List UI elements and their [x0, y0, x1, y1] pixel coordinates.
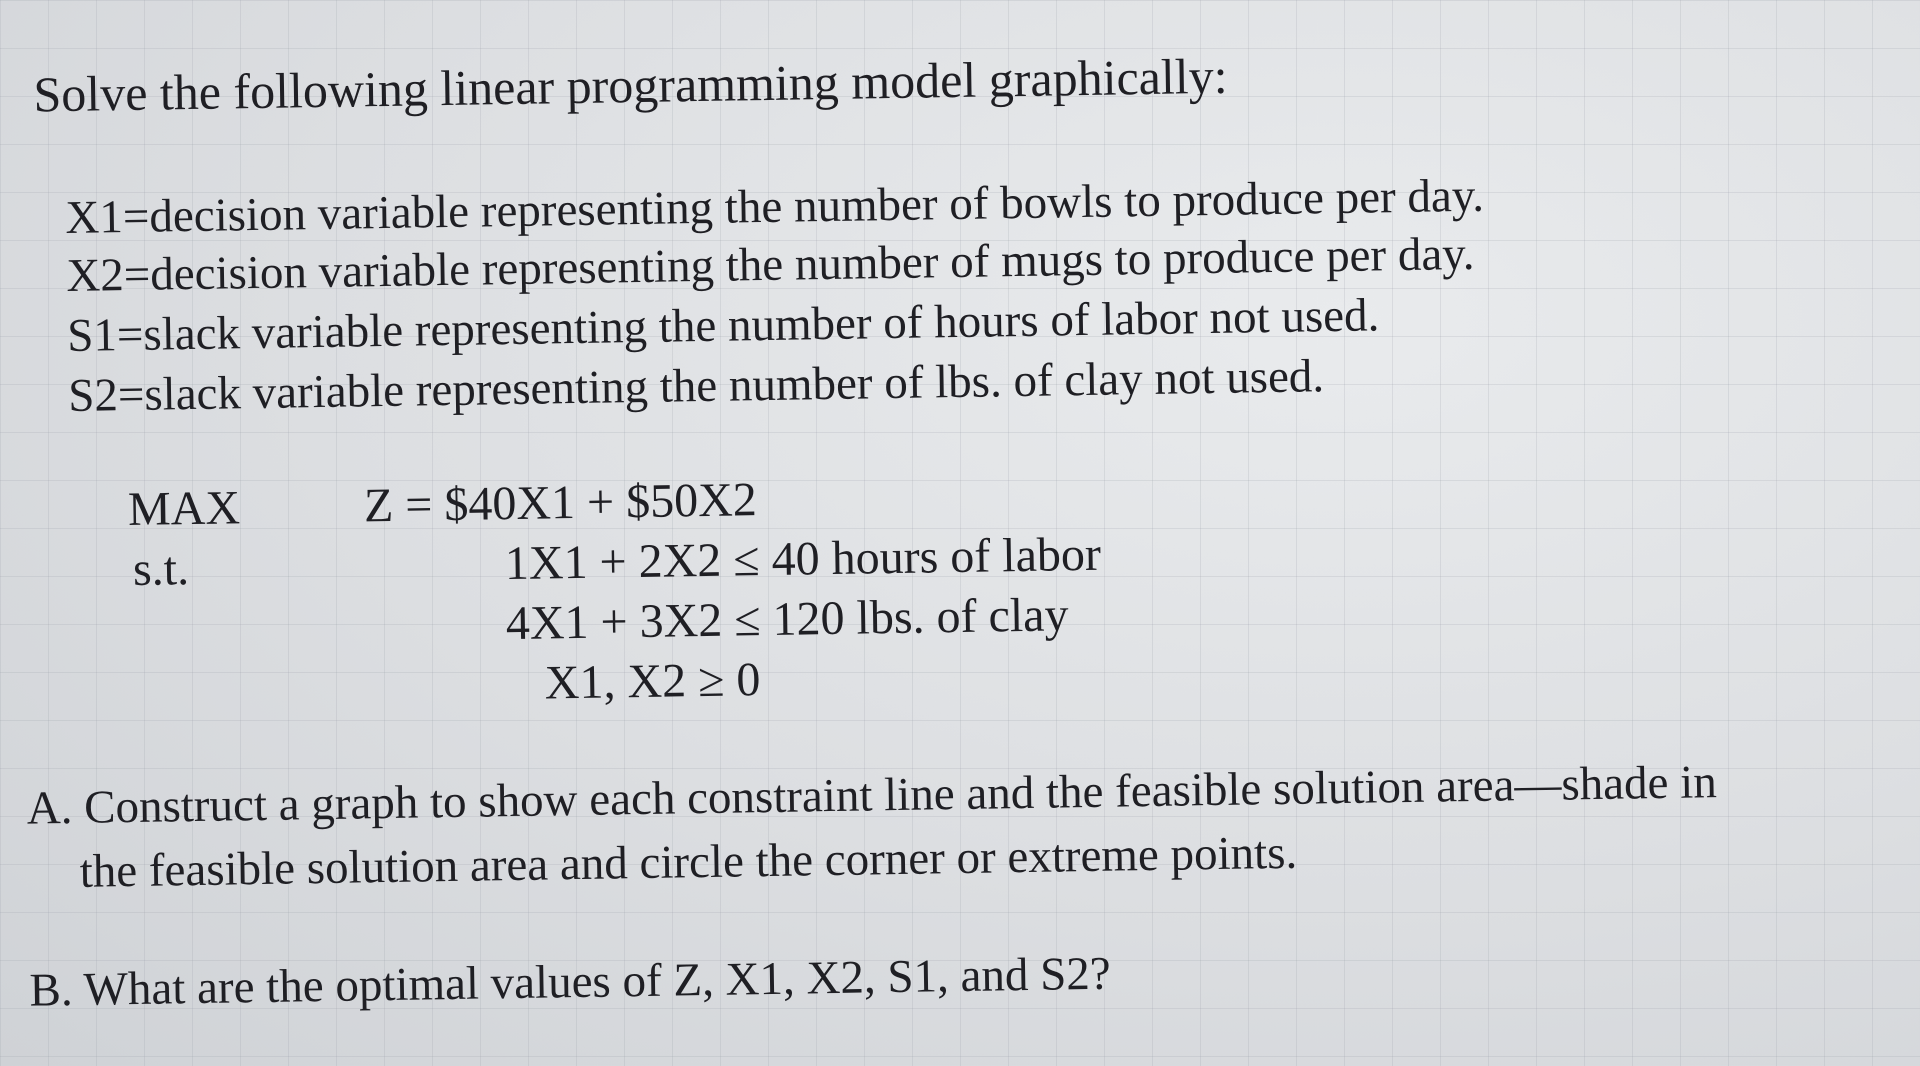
- definition-s1: S1=slack variable representing the number of hours of labor not used.: [66, 289, 1380, 362]
- subject-to-label: s.t.: [132, 542, 190, 596]
- max-label: MAX: [127, 481, 241, 537]
- definition-s2: S2=slack variable representing the number of lbs. of clay not used.: [67, 350, 1325, 422]
- question-a-line2: the feasible solution area and circle the corner or extreme points.: [79, 826, 1298, 898]
- objective-function: Z = $40X1 + $50X2: [363, 473, 758, 533]
- definition-x2: X2=decision variable representing the number of mugs to produce per day.: [65, 227, 1475, 302]
- problem-title: Solve the following linear programming model graphically:: [33, 47, 1228, 123]
- clay-constraint: 4X1 + 3X2 ≤ 120 lbs. of clay: [505, 588, 1069, 651]
- nonnegativity-constraint: X1, X2 ≥ 0: [544, 653, 761, 710]
- labor-constraint: 1X1 + 2X2 ≤ 40 hours of labor: [504, 527, 1102, 591]
- question-a-line1: A. Construct a graph to show each constraint line and the feasible solution area—shade in: [26, 756, 1718, 835]
- question-b: B. What are the optimal values of Z, X1, X2, S1, and S2?: [29, 947, 1112, 1017]
- definition-x1: X1=decision variable representing the number of bowls to produce per day.: [65, 169, 1485, 244]
